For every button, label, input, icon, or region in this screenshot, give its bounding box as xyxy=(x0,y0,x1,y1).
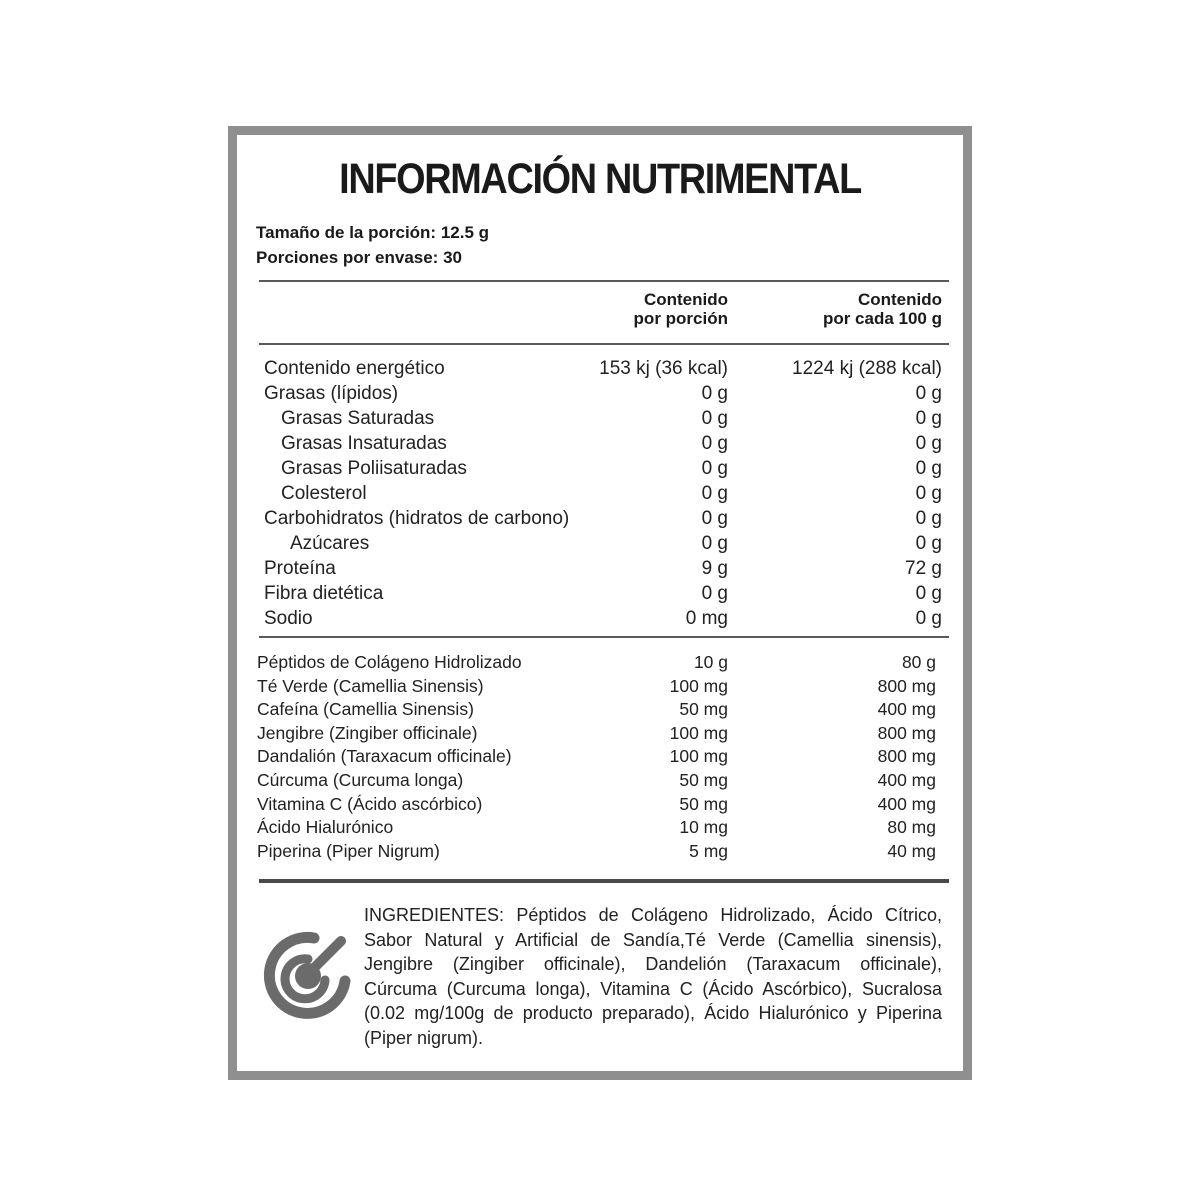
active-value-per-100g: 40 mg xyxy=(887,840,936,861)
active-value-per-100g: 400 mg xyxy=(877,770,936,790)
scoop-powder-icon xyxy=(257,925,357,1025)
active-ingredient-row xyxy=(237,723,963,746)
nutrient-value-per-serving: 0 g xyxy=(701,583,728,604)
active-ingredient-row xyxy=(237,746,963,769)
active-value-per-serving: 10 g xyxy=(693,652,728,672)
nutrient-value-per-100g: 0 g xyxy=(915,583,942,604)
page-title: INFORMACIÓN NUTRIMENTAL xyxy=(339,155,861,203)
nutrient-value-per-100g: 0 g xyxy=(915,383,942,404)
active-ingredient-label: Péptidos de Colágeno Hidrolizado xyxy=(257,652,522,672)
active-ingredient-row xyxy=(237,817,963,840)
nutrient-value-per-100g: 0 g xyxy=(915,508,942,529)
nutrient-value-per-serving: 0 mg xyxy=(685,608,728,629)
nutrient-label: Colesterol xyxy=(281,483,367,504)
divider xyxy=(259,636,949,638)
nutrient-label: Contenido energético xyxy=(264,358,445,379)
active-value-per-serving: 100 mg xyxy=(669,746,728,767)
active-ingredient-label: Dandalión (Taraxacum officinale) xyxy=(257,746,512,767)
active-value-per-serving: 50 mg xyxy=(679,699,728,720)
nutrient-row xyxy=(237,458,963,483)
nutrient-value-per-100g: 0 g xyxy=(915,483,942,504)
nutrient-label: Fibra dietética xyxy=(264,583,384,604)
nutrient-value-per-100g: 0 g xyxy=(915,458,942,479)
active-value-per-serving: 5 mg xyxy=(689,840,728,861)
nutrient-value-per-100g: 0 g xyxy=(915,608,942,629)
nutrient-label: Azúcares xyxy=(290,533,370,554)
active-value-per-serving: 100 mg xyxy=(669,675,728,696)
nutrient-value-per-serving: 0 g xyxy=(701,483,728,504)
active-value-per-serving: 10 mg xyxy=(679,817,728,838)
active-ingredient-row xyxy=(237,841,963,864)
column-header-per-100g xyxy=(782,290,942,328)
nutrient-row xyxy=(237,383,963,408)
nutrient-value-per-100g: 0 g xyxy=(915,408,942,429)
active-value-per-serving: 50 mg xyxy=(679,793,728,814)
divider xyxy=(259,343,949,345)
active-ingredient-label: Té Verde (Camellia Sinensis) xyxy=(257,675,484,696)
serving-size: Tamaño de la porción: 12.5 g xyxy=(256,223,490,242)
active-ingredient-label: Ácido Hialurónico xyxy=(257,817,394,838)
nutrient-value-per-100g: 72 g xyxy=(905,558,942,579)
nutrient-value-per-100g: 0 g xyxy=(915,433,942,454)
nutrient-label: Grasas Saturadas xyxy=(281,408,435,429)
active-ingredient-row xyxy=(237,652,963,675)
column-header-per-serving xyxy=(578,290,728,328)
nutrient-row xyxy=(237,358,963,383)
nutrient-row xyxy=(237,408,963,433)
divider xyxy=(259,879,949,883)
column-header-line: por cada 100 g xyxy=(822,309,942,328)
active-value-per-100g: 400 mg xyxy=(877,793,936,814)
active-value-per-100g: 80 mg xyxy=(887,817,936,838)
nutrient-value-per-serving: 0 g xyxy=(701,533,728,554)
nutrient-value-per-serving: 0 g xyxy=(701,383,728,404)
active-ingredient-label: Cafeína (Camellia Sinensis) xyxy=(257,699,474,720)
active-ingredient-row xyxy=(237,699,963,722)
nutrient-row xyxy=(237,433,963,458)
nutrient-value-per-serving: 0 g xyxy=(701,458,728,479)
nutrient-row xyxy=(237,608,963,633)
active-value-per-100g: 800 mg xyxy=(877,722,936,743)
active-value-per-100g: 800 mg xyxy=(877,675,936,696)
active-ingredient-label: Vitamina C (Ácido ascórbico) xyxy=(257,793,483,814)
column-header-line: Contenido xyxy=(643,290,728,309)
column-header-line: Contenido xyxy=(857,290,942,309)
divider xyxy=(259,280,949,282)
active-ingredient-label: Piperina (Piper Nigrum) xyxy=(257,840,440,861)
active-ingredient-row xyxy=(237,794,963,817)
nutrient-label: Proteína xyxy=(264,558,336,579)
nutrient-label: Carbohidratos (hidratos de carbono) xyxy=(264,508,570,529)
ingredients-text: INGREDIENTES: Péptidos de Colágeno Hidrolizado, Ácido Cítrico, Sabor Natural y Artificial de Sandía,Té Verde (Camellia sinensis), Jengibre (Zingiber officinale), Dandelión (Taraxacum officinale), Cúrcuma (Curcuma longa), Vitamina C (Ácido Ascórbico), Sucralosa (0.02 mg/100g de producto preparado), Ácido Hialurónico y Piperina (Piper nigrum). xyxy=(364,905,942,1048)
active-ingredient-label: Jengibre (Zingiber officinale) xyxy=(257,722,478,743)
nutrient-value-per-serving: 9 g xyxy=(701,558,728,579)
active-value-per-100g: 80 g xyxy=(901,652,936,672)
nutrient-value-per-100g: 0 g xyxy=(915,533,942,554)
nutrient-value-per-100g: 1224 kj (288 kcal) xyxy=(792,358,942,379)
nutrient-row xyxy=(237,483,963,508)
active-value-per-100g: 800 mg xyxy=(877,746,936,767)
nutrient-value-per-serving: 0 g xyxy=(701,408,728,429)
active-ingredient-row xyxy=(237,770,963,793)
nutrient-value-per-serving: 153 kj (36 kcal) xyxy=(599,358,728,379)
nutrient-row xyxy=(237,533,963,558)
active-value-per-serving: 100 mg xyxy=(669,722,728,743)
servings-per-container: Porciones por envase: 30 xyxy=(256,248,462,267)
nutrient-row xyxy=(237,583,963,608)
nutrient-label: Grasas (lípidos) xyxy=(264,383,399,404)
nutrient-label: Grasas Insaturadas xyxy=(281,433,447,454)
nutrient-row xyxy=(237,508,963,533)
nutrition-facts-panel xyxy=(228,126,972,1080)
active-ingredient-label: Cúrcuma (Curcuma longa) xyxy=(257,770,464,790)
column-header-line: por porción xyxy=(633,309,728,328)
nutrient-value-per-serving: 0 g xyxy=(701,433,728,454)
nutrient-row xyxy=(237,558,963,583)
nutrient-value-per-serving: 0 g xyxy=(701,508,728,529)
active-value-per-serving: 50 mg xyxy=(679,770,728,790)
active-value-per-100g: 400 mg xyxy=(877,699,936,720)
nutrient-label: Sodio xyxy=(264,608,313,629)
nutrient-label: Grasas Poliisaturadas xyxy=(281,458,467,479)
active-ingredient-row xyxy=(237,676,963,699)
